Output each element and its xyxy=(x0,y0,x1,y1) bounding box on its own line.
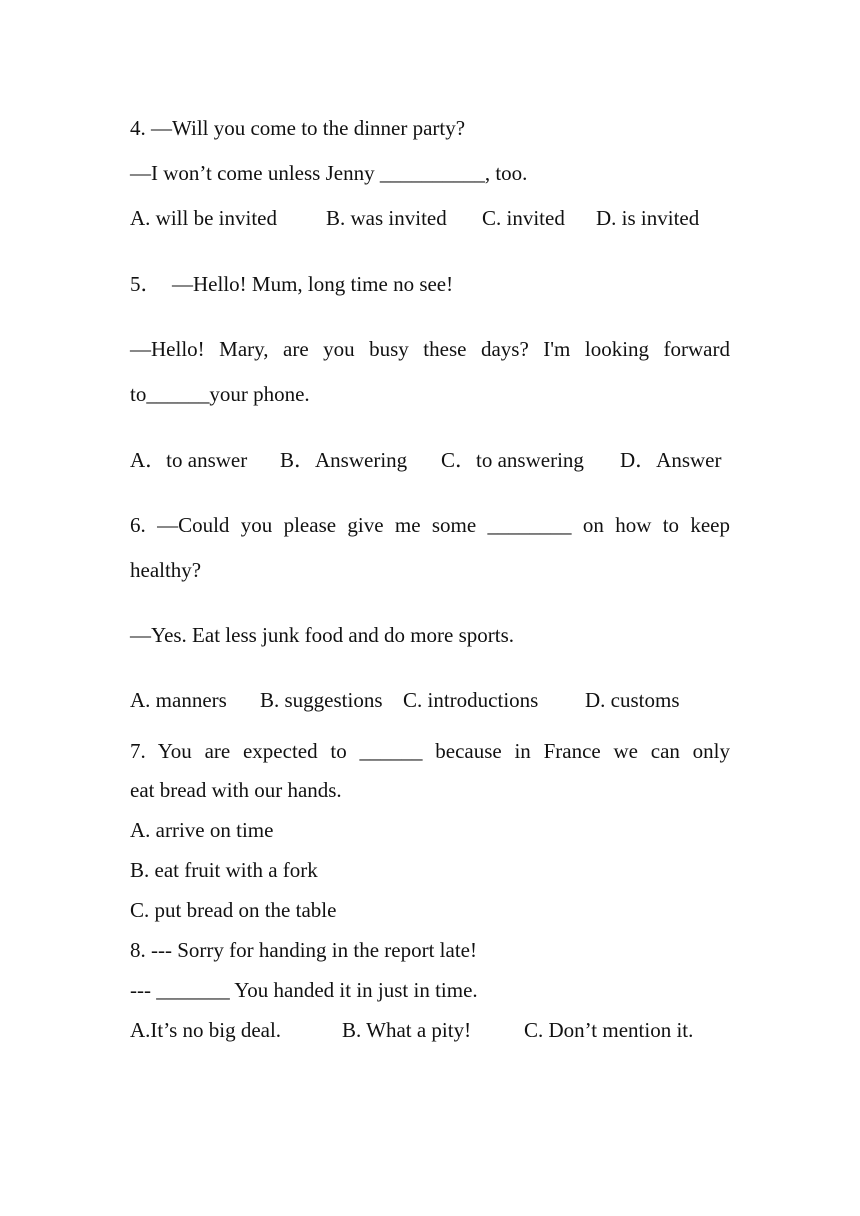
document-page xyxy=(130,0,730,1216)
q6-options xyxy=(130,687,730,713)
q8-option-b: B. What a pity! xyxy=(342,1018,472,1042)
q6-stem-line1: 6. —Could you please give me some ________ on how to keep xyxy=(130,513,730,537)
q4-reply: —I won’t come unless Jenny __________, too. xyxy=(130,161,528,185)
q4-option-a: A. will be invited xyxy=(130,206,277,230)
q5-option-d: D．Answer xyxy=(620,448,722,472)
q7-stem-line1: 7. You are expected to ______ because in France we can only xyxy=(130,739,730,763)
q4-option-d: D. is invited xyxy=(596,206,700,230)
q6-option-d: D. customs xyxy=(585,688,680,712)
q6-option-c: C. introductions xyxy=(403,688,539,712)
q4-option-b: B. was invited xyxy=(326,206,447,230)
q6-option-a: A. manners xyxy=(130,688,227,712)
q6-option-b: B. suggestions xyxy=(260,688,383,712)
q8-options xyxy=(130,1017,730,1043)
q7-stem-line2: eat bread with our hands. xyxy=(130,778,342,802)
q4-options xyxy=(130,205,730,231)
q4-option-c: C. invited xyxy=(482,206,565,230)
q5-option-a: A．to answer xyxy=(130,448,248,472)
q8-option-a: A.It’s no big deal. xyxy=(130,1018,282,1042)
q5-option-b: B．Answering xyxy=(280,448,408,472)
q5-reply-line1: —Hello! Mary, are you busy these days? I'm looking forward xyxy=(130,337,730,361)
q8-stem: 8. --- Sorry for handing in the report late! xyxy=(130,938,477,962)
q6-reply: —Yes. Eat less junk food and do more sports. xyxy=(130,623,515,647)
q7-option-b: B. eat fruit with a fork xyxy=(130,858,318,882)
q7-option-a: A. arrive on time xyxy=(130,818,274,842)
q6-stem-line2: healthy? xyxy=(130,558,202,582)
q5-reply-line2: to______your phone. xyxy=(130,382,310,406)
q5-stem: 5． —Hello! Mum, long time no see! xyxy=(130,272,454,296)
q5-options xyxy=(130,447,730,473)
q7-option-c: C. put bread on the table xyxy=(130,898,337,922)
q5-option-c: C．to answering xyxy=(441,448,584,472)
q4-stem: 4. —Will you come to the dinner party? xyxy=(130,116,466,140)
q8-reply: --- _______ You handed it in just in time. xyxy=(130,978,478,1002)
q8-option-c: C. Don’t mention it. xyxy=(524,1018,694,1042)
